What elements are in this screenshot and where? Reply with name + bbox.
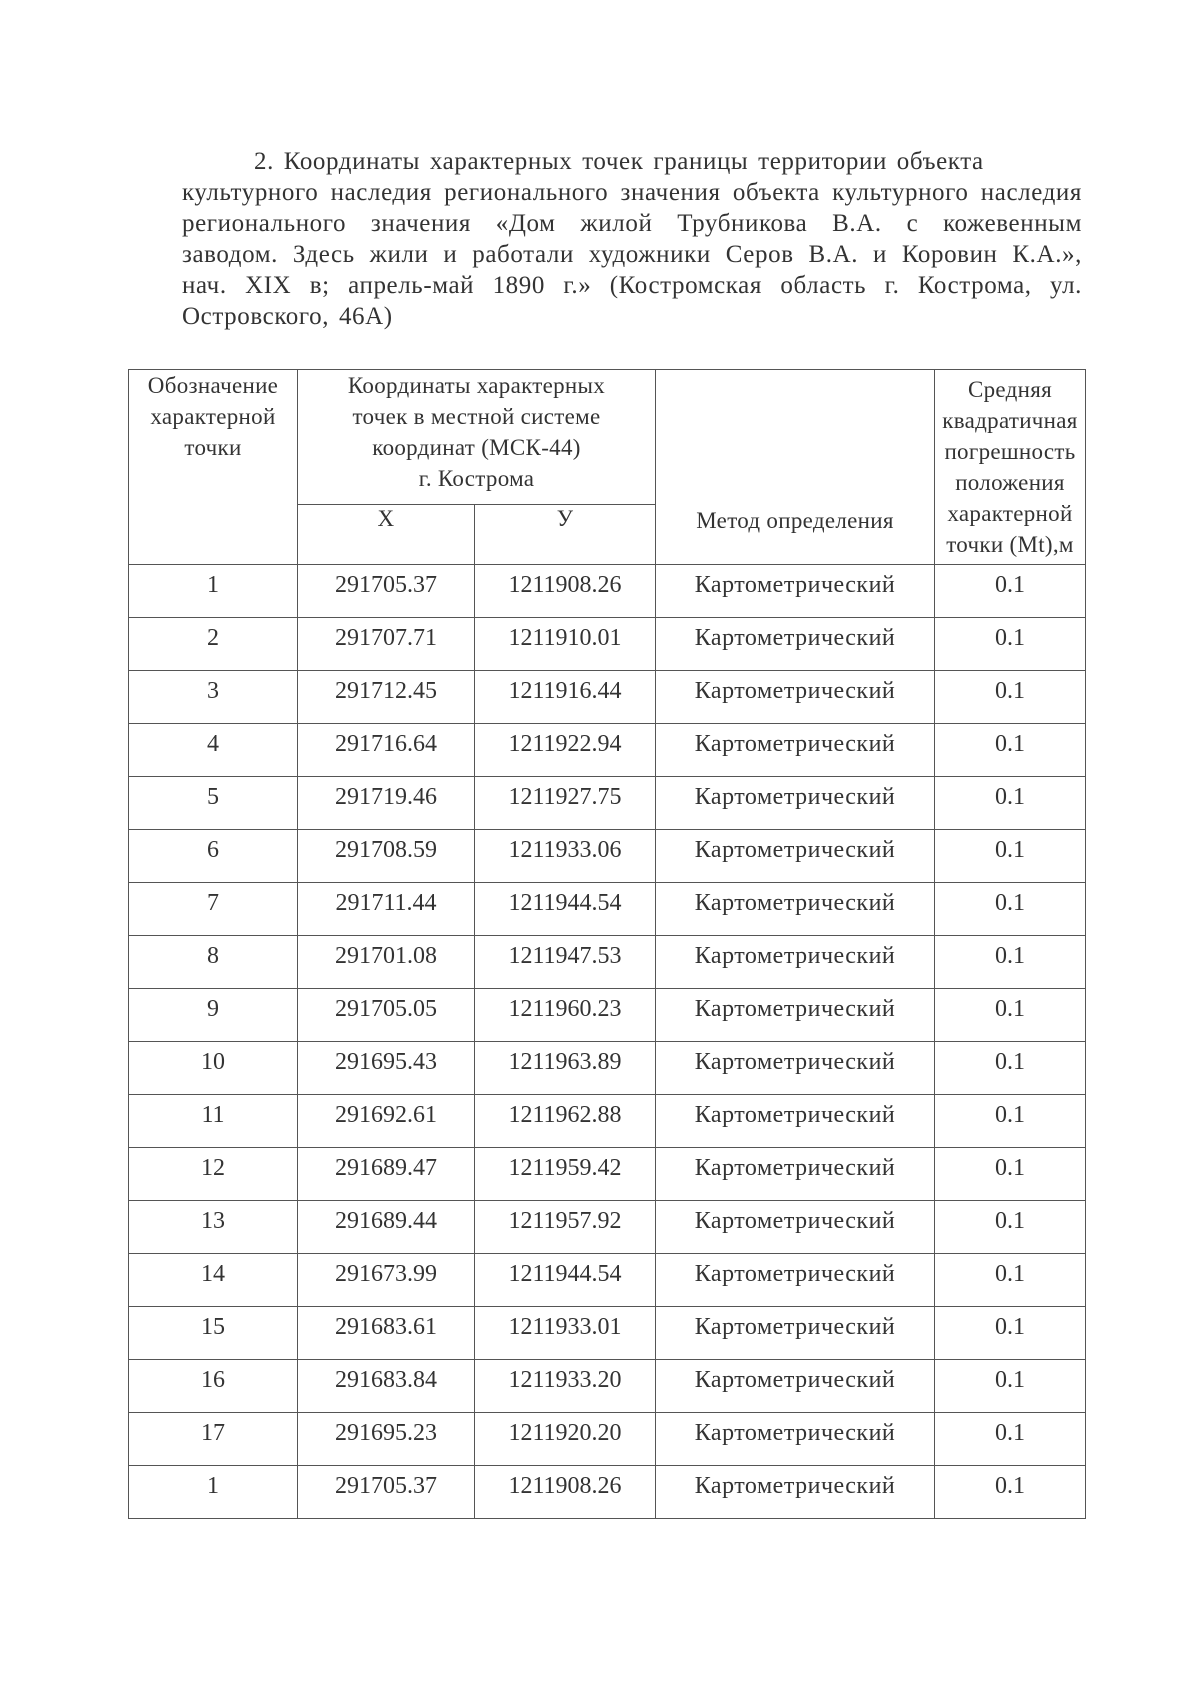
error-cell: 0.1 [935,1042,1086,1095]
x-coordinate-cell: 291707.71 [298,618,475,671]
y-coordinate-cell: 1211933.06 [475,830,656,883]
method-cell: Картометрический [656,830,935,883]
x-coordinate-cell: 291683.61 [298,1307,475,1360]
error-cell: 0.1 [935,1307,1086,1360]
header-coords-line: г. Кострома [418,466,535,491]
table-row [129,830,1086,883]
y-coordinate-cell: 1211922.94 [475,724,656,777]
table-row [129,936,1086,989]
x-coordinate-cell: 291705.37 [298,1466,475,1519]
y-coordinate-cell: 1211962.88 [475,1095,656,1148]
table-row [129,989,1086,1042]
x-coordinate-cell: 291701.08 [298,936,475,989]
point-cell: 8 [129,936,298,989]
y-coordinate-cell: 1211933.20 [475,1360,656,1413]
method-cell: Картометрический [656,1042,935,1095]
method-cell: Картометрический [656,1254,935,1307]
x-coordinate-cell: 291711.44 [298,883,475,936]
method-cell: Картометрический [656,618,935,671]
error-cell: 0.1 [935,989,1086,1042]
header-mean-square-error [935,370,1086,565]
method-cell: Картометрический [656,936,935,989]
method-cell: Картометрический [656,1148,935,1201]
y-coordinate-cell: 1211910.01 [475,618,656,671]
y-coordinate-cell: 1211957.92 [475,1201,656,1254]
table-body [129,565,1086,1519]
table-row [129,618,1086,671]
point-cell: 7 [129,883,298,936]
y-coordinate-cell: 1211920.20 [475,1413,656,1466]
y-coordinate-cell: 1211960.23 [475,989,656,1042]
header-err-line: квадратичная [942,408,1078,433]
y-coordinate-cell: 1211959.42 [475,1148,656,1201]
point-cell: 15 [129,1307,298,1360]
header-err-line: точки (Mt),м [946,532,1074,557]
point-cell: 4 [129,724,298,777]
y-coordinate-cell: 1211947.53 [475,936,656,989]
error-cell: 0.1 [935,1095,1086,1148]
method-cell: Картометрический [656,1201,935,1254]
table-row [129,777,1086,830]
y-coordinate-cell: 1211908.26 [475,1466,656,1519]
x-coordinate-cell: 291689.44 [298,1201,475,1254]
x-coordinate-cell: 291716.64 [298,724,475,777]
x-coordinate-cell: 291719.46 [298,777,475,830]
point-cell: 9 [129,989,298,1042]
method-cell: Картометрический [656,1307,935,1360]
point-cell: 17 [129,1413,298,1466]
point-cell: 1 [129,565,298,618]
y-coordinate-cell: 1211944.54 [475,883,656,936]
table-row [129,1413,1086,1466]
method-cell: Картометрический [656,565,935,618]
header-y: У [475,505,656,565]
header-point-line: Обозначение [147,373,279,398]
table-row [129,1201,1086,1254]
y-coordinate-cell: 1211927.75 [475,777,656,830]
error-cell: 0.1 [935,618,1086,671]
header-point-line: характерной [150,404,276,429]
header-err-line: положения [955,470,1065,495]
point-cell: 2 [129,618,298,671]
table-row [129,724,1086,777]
method-cell: Картометрический [656,1095,935,1148]
intro-first-line: 2. Координаты характерных точек границы территории объекта [254,148,984,175]
y-coordinate-cell: 1211933.01 [475,1307,656,1360]
error-cell: 0.1 [935,1254,1086,1307]
x-coordinate-cell: 291695.43 [298,1042,475,1095]
point-cell: 5 [129,777,298,830]
x-coordinate-cell: 291708.59 [298,830,475,883]
point-cell: 10 [129,1042,298,1095]
point-cell: 16 [129,1360,298,1413]
header-coords-line: точек в местной системе [352,404,601,429]
error-cell: 0.1 [935,883,1086,936]
x-coordinate-cell: 291705.05 [298,989,475,1042]
point-cell: 13 [129,1201,298,1254]
header-coords-line: Координаты характерных [347,373,606,398]
error-cell: 0.1 [935,777,1086,830]
table-row [129,1466,1086,1519]
header-coordinates-group [298,370,656,505]
x-coordinate-cell: 291692.61 [298,1095,475,1148]
table-row [129,565,1086,618]
x-coordinate-cell: 291689.47 [298,1148,475,1201]
table-row [129,1307,1086,1360]
point-cell: 12 [129,1148,298,1201]
error-cell: 0.1 [935,1148,1086,1201]
method-cell: Картометрический [656,1360,935,1413]
header-point-designation [129,370,298,565]
table-row [129,1254,1086,1307]
table-row [129,1042,1086,1095]
table-row [129,671,1086,724]
x-coordinate-cell: 291695.23 [298,1413,475,1466]
table-row [129,883,1086,936]
error-cell: 0.1 [935,1413,1086,1466]
header-coords-line: координат (МСК-44) [372,435,581,460]
x-coordinate-cell: 291712.45 [298,671,475,724]
method-cell: Картометрический [656,671,935,724]
intro-continuation: культурного наследия регионального значения объекта культурного наследия регионального значения «Дом жилой Трубникова В.А. с кожевенным заводом. Здесь жили и работали художники Серов В.А. и Коровин К.А.», нач. XIX в; апрель-май 1890 г.» (Костромская область г. Кострома, ул. Островского, 46А) [182,179,1082,330]
point-cell: 14 [129,1254,298,1307]
coordinates-table [128,369,1086,1519]
error-cell: 0.1 [935,724,1086,777]
intro-paragraph [182,146,1082,332]
x-coordinate-cell: 291683.84 [298,1360,475,1413]
header-method: Метод определения [656,370,935,565]
point-cell: 11 [129,1095,298,1148]
method-cell: Картометрический [656,1466,935,1519]
error-cell: 0.1 [935,1201,1086,1254]
point-cell: 1 [129,1466,298,1519]
x-coordinate-cell: 291673.99 [298,1254,475,1307]
y-coordinate-cell: 1211963.89 [475,1042,656,1095]
table-row [129,1360,1086,1413]
table-row [129,1148,1086,1201]
point-cell: 3 [129,671,298,724]
y-coordinate-cell: 1211916.44 [475,671,656,724]
header-point-line: точки [184,435,242,460]
method-cell: Картометрический [656,724,935,777]
error-cell: 0.1 [935,830,1086,883]
header-row-main [129,370,1086,505]
y-coordinate-cell: 1211944.54 [475,1254,656,1307]
error-cell: 0.1 [935,1360,1086,1413]
error-cell: 0.1 [935,671,1086,724]
point-cell: 6 [129,830,298,883]
x-coordinate-cell: 291705.37 [298,565,475,618]
method-cell: Картометрический [656,883,935,936]
method-cell: Картометрический [656,1413,935,1466]
table-row [129,1095,1086,1148]
header-x: Х [298,505,475,565]
header-err-line: характерной [947,501,1073,526]
method-cell: Картометрический [656,777,935,830]
error-cell: 0.1 [935,936,1086,989]
header-err-line: погрешность [944,439,1076,464]
table-header [129,370,1086,565]
y-coordinate-cell: 1211908.26 [475,565,656,618]
error-cell: 0.1 [935,1466,1086,1519]
header-err-line: Средняя [967,377,1052,402]
error-cell: 0.1 [935,565,1086,618]
method-cell: Картометрический [656,989,935,1042]
